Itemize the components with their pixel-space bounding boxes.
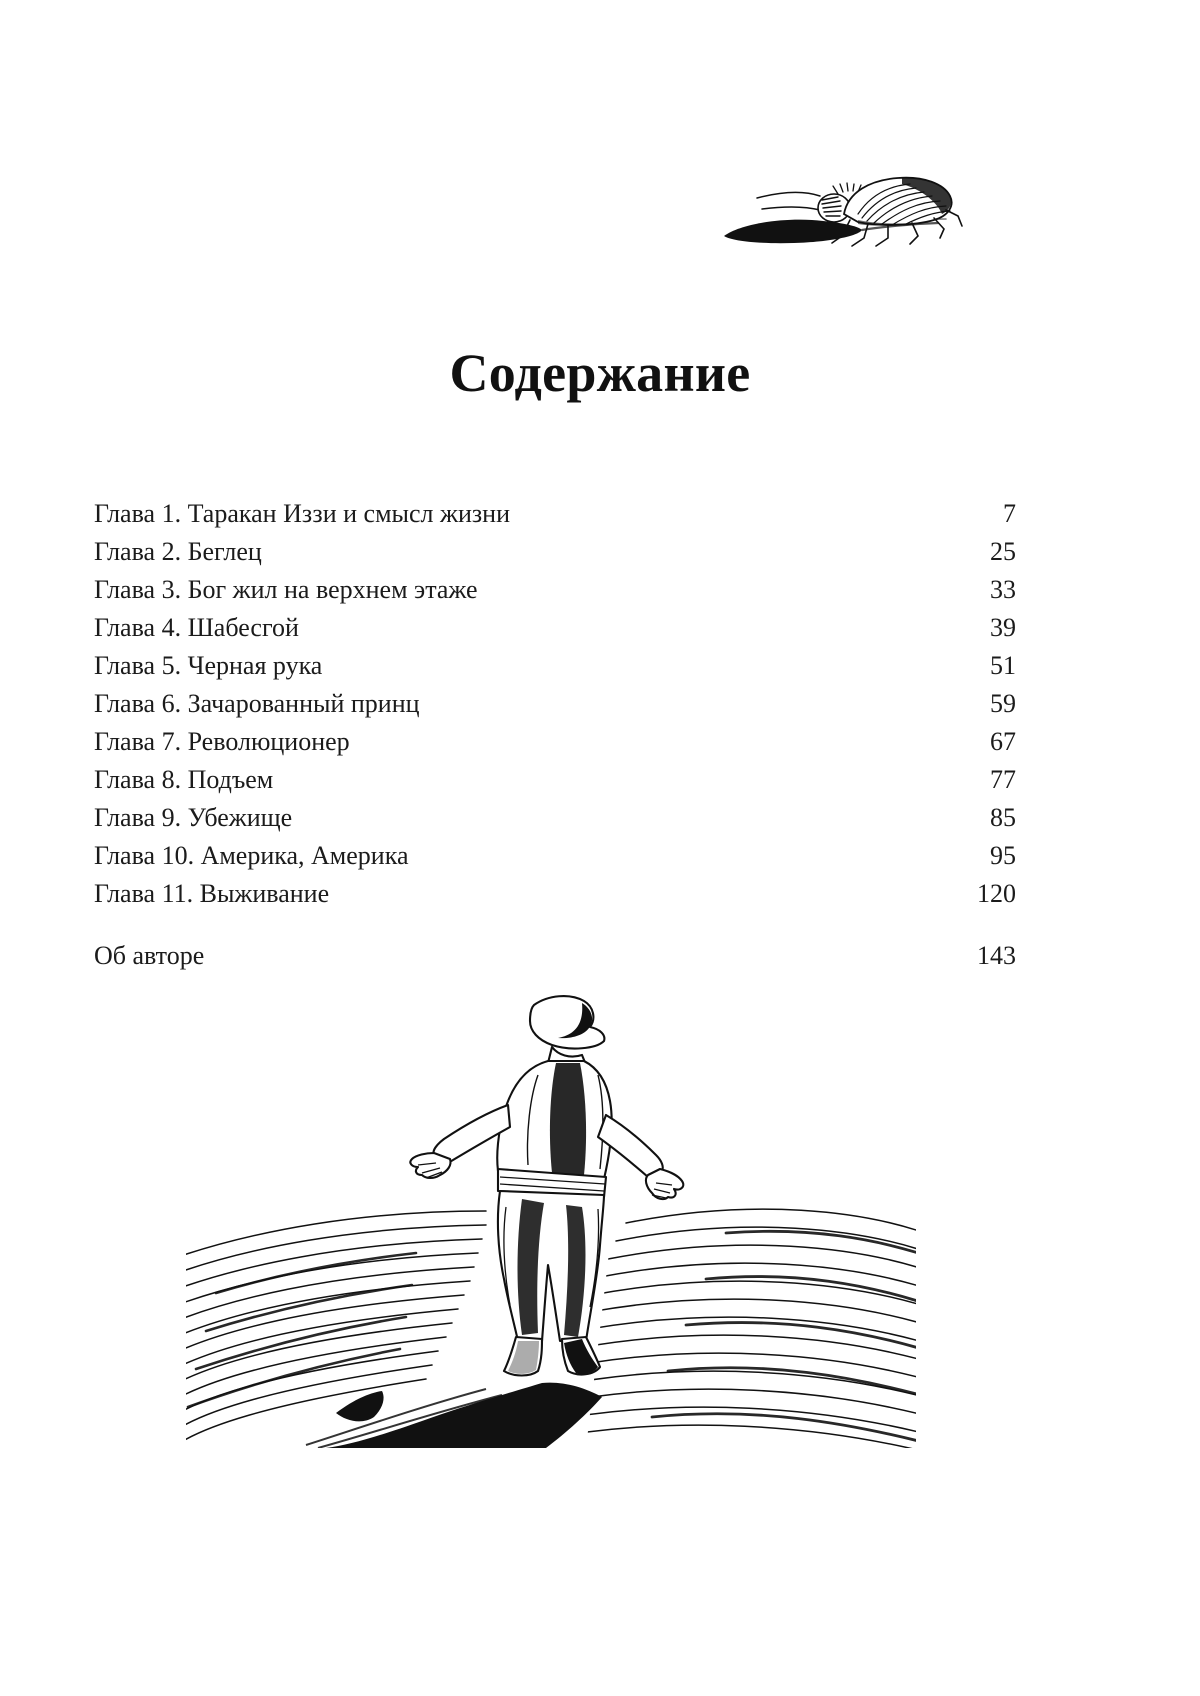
toc-entry-title: Глава 7. Революционер [94,727,350,756]
toc-entry[interactable] [94,495,1016,533]
toc-entry-page: 67 [990,727,1016,756]
man-with-shadow-illustration [186,993,916,1448]
toc-entry-page: 77 [990,765,1016,794]
toc-entry-title: Глава 8. Подъем [94,765,274,794]
toc-entry[interactable] [94,761,1016,799]
toc-entry[interactable] [94,723,1016,761]
toc-entry[interactable] [94,685,1016,723]
toc-entry-title: Глава 2. Беглец [94,537,262,566]
toc-entry-page: 7 [1003,499,1016,528]
toc-entry[interactable] [94,571,1016,609]
toc-entry-page: 39 [990,613,1016,642]
toc-entry-title: Глава 4. Шабесгой [94,613,299,642]
toc-entry-title: Глава 5. Черная рука [94,651,323,680]
toc-entry-title: Глава 9. Убежище [94,803,293,832]
toc-entry-page: 51 [990,651,1016,680]
toc-entry[interactable] [94,837,1016,875]
toc-entry[interactable] [94,875,1016,913]
page-title: Содержание [449,343,751,403]
toc-entry-page: 95 [990,841,1016,870]
toc-entry-title: Об авторе [94,941,205,970]
toc-entry-title: Глава 6. Зачарованный принц [94,689,420,718]
toc-entry-page: 120 [977,879,1016,908]
toc-entry-about-author[interactable] [94,937,1016,975]
toc-entry-title: Глава 3. Бог жил на верхнем этаже [94,575,478,604]
toc-entry-page: 33 [990,575,1016,604]
toc-entry-page: 85 [990,803,1016,832]
toc-entry[interactable] [94,647,1016,685]
toc-entry-page: 59 [990,689,1016,718]
toc-entry-title: Глава 1. Таракан Иззи и смысл жизни [94,499,510,528]
toc-entry-page: 143 [977,941,1016,970]
toc-entry-page: 25 [990,537,1016,566]
toc-entry[interactable] [94,609,1016,647]
toc-entry[interactable] [94,533,1016,571]
table-of-contents [94,495,1016,975]
toc-entry-title: Глава 10. Америка, Америка [94,841,409,870]
toc-entry[interactable] [94,799,1016,837]
cockroach-illustration [662,96,992,256]
toc-entry-title: Глава 11. Выживание [94,879,330,908]
